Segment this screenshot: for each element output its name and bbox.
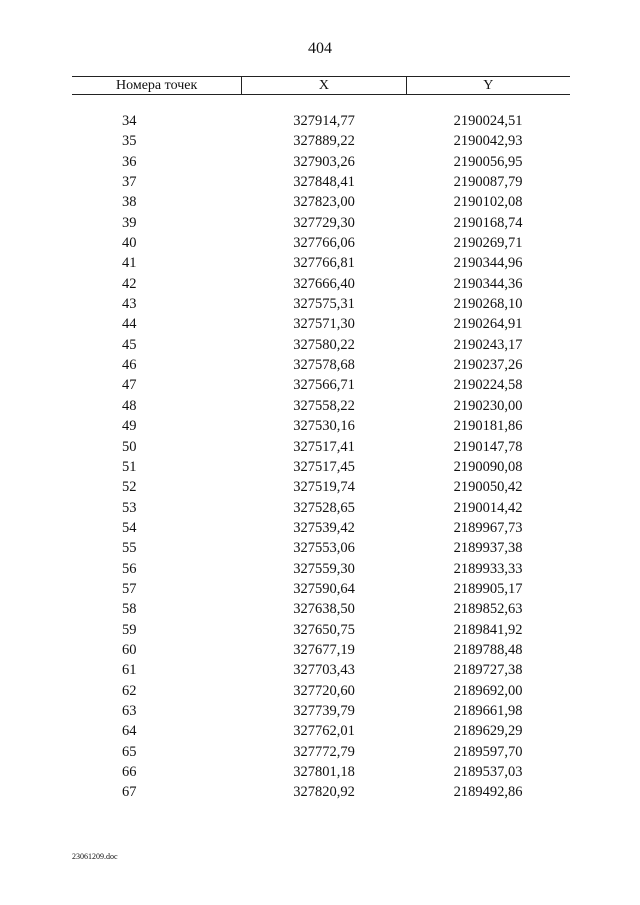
- point-number: 38: [122, 194, 137, 211]
- x-coordinate-cell: 327559,30: [293, 560, 355, 577]
- x-coordinate-cell: 327590,64: [293, 580, 355, 597]
- point-number: 66: [122, 764, 137, 780]
- point-number-cell: [72, 701, 242, 721]
- y-coordinate-cell: 2189905,17: [453, 580, 523, 597]
- y-coordinate-cell: 2190147,78: [453, 438, 523, 455]
- point-number-cell: [72, 172, 242, 192]
- y-coordinate-cell: 2189537,03: [453, 764, 523, 780]
- point-number: 64: [122, 723, 137, 740]
- point-number: 63: [122, 702, 137, 719]
- point-number: 37: [122, 174, 137, 191]
- x-coordinate-cell: 327823,00: [293, 194, 355, 211]
- column-header-point-number: Номера точек: [116, 78, 198, 93]
- x-coordinate-cell: 327539,42: [293, 519, 355, 536]
- y-coordinate-cell: 2189492,86: [453, 784, 523, 801]
- y-coordinate-cell: 2190014,42: [453, 499, 523, 516]
- point-number: 44: [122, 316, 137, 333]
- x-coordinate-cell: 327558,22: [293, 397, 355, 414]
- table-row: [72, 152, 570, 172]
- x-coordinate-cell: 327530,16: [293, 418, 355, 435]
- table-row: [72, 538, 570, 558]
- point-number-cell: [72, 681, 242, 701]
- point-number: 56: [122, 560, 137, 577]
- point-number-cell: [72, 599, 242, 619]
- point-number-cell: [72, 620, 242, 640]
- table-row: [72, 721, 570, 741]
- x-coordinate-cell: 327739,79: [293, 702, 355, 719]
- point-number-cell: [72, 477, 242, 497]
- point-number-cell: [72, 274, 242, 294]
- x-coordinate-cell: 327914,77: [293, 113, 355, 129]
- table-row: [72, 518, 570, 538]
- table-row: [72, 498, 570, 518]
- x-coordinate-cell: 327677,19: [293, 641, 355, 658]
- point-number-cell: [72, 396, 242, 416]
- point-number: 58: [122, 601, 137, 618]
- point-number-cell: [72, 660, 242, 680]
- point-number: 45: [122, 336, 137, 353]
- point-number-cell: [72, 762, 242, 782]
- y-coordinate-cell: 2190344,36: [453, 275, 523, 292]
- coordinates-table-body: [72, 111, 570, 803]
- point-number-cell: [72, 335, 242, 355]
- y-coordinate-cell: 2189661,98: [453, 702, 523, 719]
- point-number-cell: [72, 579, 242, 599]
- x-coordinate-cell: 327650,75: [293, 621, 355, 638]
- point-number: 55: [122, 540, 137, 557]
- y-coordinate-cell: 2190243,17: [453, 336, 523, 353]
- y-coordinate-cell: 2190102,08: [453, 194, 523, 211]
- y-coordinate-cell: 2190224,58: [453, 377, 523, 394]
- point-number: 65: [122, 743, 137, 760]
- table-row: [72, 233, 570, 253]
- y-coordinate-cell: 2190090,08: [453, 458, 523, 475]
- y-coordinate-cell: 2190268,10: [453, 296, 523, 313]
- table-row: [72, 579, 570, 599]
- y-coordinate-cell: 2190344,96: [453, 255, 523, 272]
- point-number: 67: [122, 784, 137, 801]
- table-row: [72, 416, 570, 436]
- point-number: 35: [122, 133, 137, 150]
- point-number: 36: [122, 153, 137, 170]
- point-number: 46: [122, 357, 137, 374]
- table-row: [72, 172, 570, 192]
- x-coordinate-cell: 327820,92: [293, 784, 355, 801]
- point-number: 60: [122, 641, 137, 658]
- point-number-cell: [72, 538, 242, 558]
- table-row: [72, 375, 570, 395]
- point-number-cell: [72, 294, 242, 314]
- table-row: [72, 457, 570, 477]
- y-coordinate-cell: 2189967,73: [453, 519, 523, 536]
- x-coordinate-cell: 327772,79: [293, 743, 355, 760]
- point-number-cell: [72, 782, 242, 802]
- file-name-footer: 23061209.doc: [72, 852, 118, 861]
- table-row: [72, 782, 570, 802]
- point-number: 52: [122, 479, 137, 496]
- point-number: 54: [122, 519, 137, 536]
- table-row: [72, 640, 570, 660]
- table-row: [72, 355, 570, 375]
- table-row: [72, 620, 570, 640]
- point-number: 43: [122, 296, 137, 313]
- point-number-cell: [72, 314, 242, 334]
- y-coordinate-cell: 2190024,51: [453, 113, 523, 129]
- column-header-y: Y: [406, 77, 570, 94]
- point-number-cell: [72, 233, 242, 253]
- point-number-cell: [72, 192, 242, 212]
- point-number-cell: [72, 437, 242, 457]
- x-coordinate-cell: 327578,68: [293, 357, 355, 374]
- x-coordinate-cell: 327801,18: [293, 764, 355, 780]
- x-coordinate-cell: 327729,30: [293, 214, 355, 231]
- point-number-cell: [72, 375, 242, 395]
- x-coordinate-cell: 327903,26: [293, 153, 355, 170]
- y-coordinate-cell: 2189692,00: [453, 682, 523, 699]
- x-coordinate-cell: 327703,43: [293, 662, 355, 679]
- y-coordinate-cell: 2189937,38: [453, 540, 523, 557]
- x-coordinate-cell: 327571,30: [293, 316, 355, 333]
- x-coordinate-cell: 327519,74: [293, 479, 355, 496]
- point-number-cell: [72, 721, 242, 741]
- point-number-cell: [72, 213, 242, 233]
- table-row: [72, 314, 570, 334]
- table-row: [72, 762, 570, 782]
- table-row: [72, 701, 570, 721]
- y-coordinate-cell: 2190087,79: [453, 174, 523, 191]
- point-number: 59: [122, 621, 137, 638]
- point-number-cell: [72, 355, 242, 375]
- y-coordinate-cell: 2190168,74: [453, 214, 523, 231]
- y-coordinate-cell: 2190230,00: [453, 397, 523, 414]
- point-number: 40: [122, 235, 137, 252]
- column-header-x: X: [241, 77, 405, 94]
- point-number: 61: [122, 662, 137, 679]
- table-row: [72, 111, 570, 131]
- y-coordinate-cell: 2189629,29: [453, 723, 523, 740]
- page-number: 404: [308, 40, 332, 57]
- table-row: [72, 660, 570, 680]
- x-coordinate-cell: 327766,81: [293, 255, 355, 272]
- point-number: 50: [122, 438, 137, 455]
- table-row: [72, 213, 570, 233]
- x-coordinate-cell: 327575,31: [293, 296, 355, 313]
- x-coordinate-cell: 327848,41: [293, 174, 355, 191]
- y-coordinate-cell: 2189852,63: [453, 601, 523, 618]
- x-coordinate-cell: 327528,65: [293, 499, 355, 516]
- point-number-cell: [72, 559, 242, 579]
- table-row: [72, 477, 570, 497]
- x-coordinate-cell: 327517,41: [293, 438, 355, 455]
- point-number-cell: [72, 253, 242, 273]
- point-number: 34: [122, 113, 137, 129]
- point-number: 49: [122, 418, 137, 435]
- point-number-cell: [72, 152, 242, 172]
- x-coordinate-cell: 327889,22: [293, 133, 355, 150]
- table-row: [72, 437, 570, 457]
- y-coordinate-cell: 2189788,48: [453, 641, 523, 658]
- y-coordinate-cell: 2190264,91: [453, 316, 523, 333]
- point-number-cell: [72, 498, 242, 518]
- table-row: [72, 131, 570, 151]
- point-number: 62: [122, 682, 137, 699]
- x-coordinate-cell: 327762,01: [293, 723, 355, 740]
- table-row: [72, 274, 570, 294]
- table-row: [72, 396, 570, 416]
- y-coordinate-cell: 2190042,93: [453, 133, 523, 150]
- table-row: [72, 599, 570, 619]
- table-row: [72, 335, 570, 355]
- table-row: [72, 742, 570, 762]
- table-row: [72, 559, 570, 579]
- point-number-cell: [72, 416, 242, 436]
- x-coordinate-cell: 327720,60: [293, 682, 355, 699]
- point-number-cell: [72, 111, 242, 131]
- x-coordinate-cell: 327638,50: [293, 601, 355, 618]
- table-row: [72, 253, 570, 273]
- x-coordinate-cell: 327566,71: [293, 377, 355, 394]
- x-coordinate-cell: 327580,22: [293, 336, 355, 353]
- y-coordinate-cell: 2190269,71: [453, 235, 523, 252]
- point-number: 47: [122, 377, 137, 394]
- y-coordinate-cell: 2189841,92: [453, 621, 523, 638]
- table-row: [72, 294, 570, 314]
- point-number-cell: [72, 457, 242, 477]
- y-coordinate-cell: 2190050,42: [453, 479, 523, 496]
- point-number: 42: [122, 275, 137, 292]
- point-number-cell: [72, 518, 242, 538]
- point-number: 51: [122, 458, 137, 475]
- y-coordinate-cell: 2189933,33: [453, 560, 523, 577]
- x-coordinate-cell: 327666,40: [293, 275, 355, 292]
- point-number-cell: [72, 742, 242, 762]
- table-header: [72, 76, 570, 95]
- point-number: 53: [122, 499, 137, 516]
- point-number: 39: [122, 214, 137, 231]
- x-coordinate-cell: 327553,06: [293, 540, 355, 557]
- point-number: 57: [122, 580, 137, 597]
- point-number: 48: [122, 397, 137, 414]
- table-row: [72, 681, 570, 701]
- point-number-cell: [72, 640, 242, 660]
- point-number: 41: [122, 255, 137, 272]
- x-coordinate-cell: 327766,06: [293, 235, 355, 252]
- table-row: [72, 192, 570, 212]
- y-coordinate-cell: 2190056,95: [453, 153, 523, 170]
- y-coordinate-cell: 2189597,70: [453, 743, 523, 760]
- y-coordinate-cell: 2190181,86: [453, 418, 523, 435]
- point-number-cell: [72, 131, 242, 151]
- y-coordinate-cell: 2189727,38: [453, 662, 523, 679]
- x-coordinate-cell: 327517,45: [293, 458, 355, 475]
- y-coordinate-cell: 2190237,26: [453, 357, 523, 374]
